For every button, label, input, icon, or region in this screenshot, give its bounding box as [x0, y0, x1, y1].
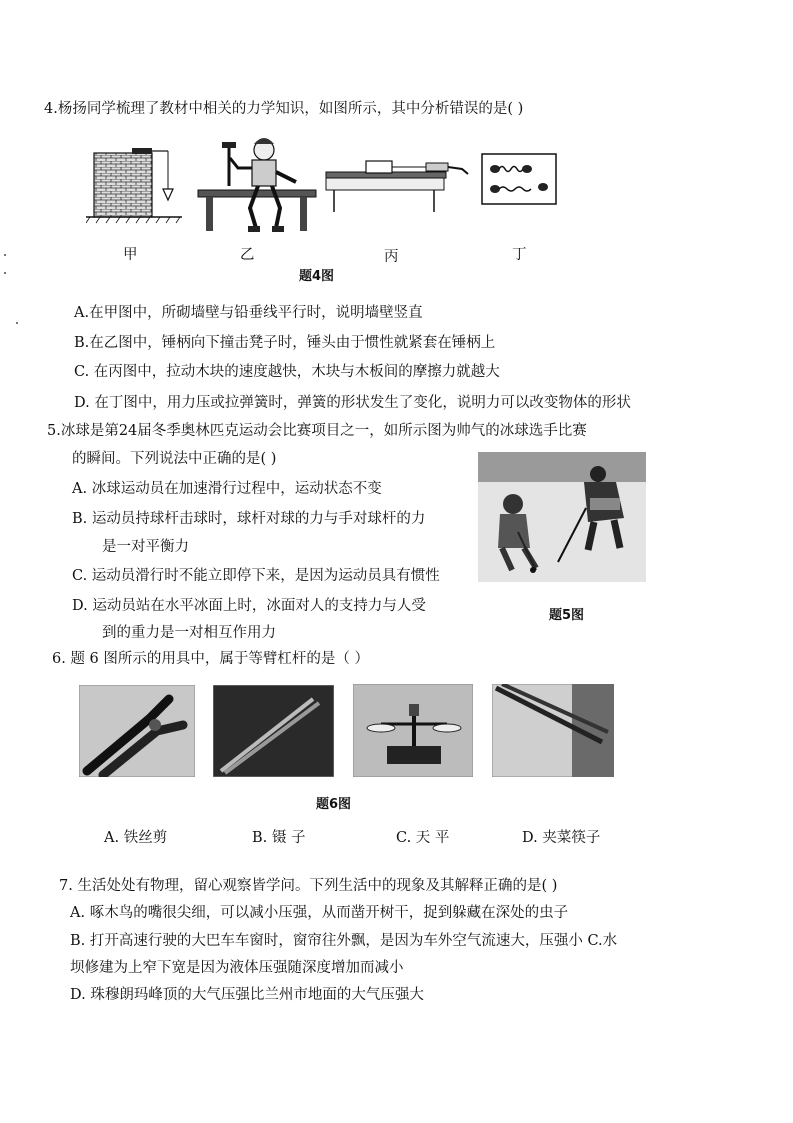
q5-stem-line1: 5.冰球是第24届冬季奥林匹克运动会比赛项目之一，如所示图为帅气的冰球选手比赛	[47, 423, 587, 439]
figure-label-bing: 丙	[384, 249, 399, 265]
q5-stem-line2: 的瞬间。下列说法中正确的是( )	[72, 451, 277, 467]
figure-ding-springs	[481, 153, 557, 205]
q5-figure-caption: 题5图	[549, 608, 585, 623]
q5-option-b-cont: 是一对平衡力	[102, 539, 189, 555]
q4-option-a: A.在甲图中，所砌墙壁与铅垂线平行时，说明墙壁竖直	[74, 305, 423, 321]
q6-option-d: D. 夹菜筷子	[522, 830, 601, 846]
scan-speck	[16, 322, 18, 324]
q4-option-b: B.在乙图中，锤柄向下撞击凳子时，锤头由于惯性就紧套在锤柄上	[74, 335, 496, 351]
q7-option-d: D. 珠穆朗玛峰顶的大气压强比兰州市地面的大气压强大	[70, 987, 424, 1003]
q7-stem: 7. 生活处处有物理，留心观察皆学问。下列生活中的现象及其解释正确的是( )	[59, 878, 558, 894]
q6-figure-caption: 题6图	[316, 797, 352, 812]
figure-bing-block-board	[322, 158, 472, 214]
scan-speck	[4, 254, 6, 256]
q6-option-c: C. 天 平	[396, 830, 450, 846]
q6-stem: 6. 题 6 图所示的用具中，属于等臂杠杆的是（ ）	[52, 651, 369, 667]
q4-figure-caption: 题4图	[299, 269, 335, 284]
balance-scale-photo	[353, 684, 473, 777]
pliers-photo	[79, 685, 195, 777]
figure-jia-brick-wall	[86, 143, 186, 229]
q6-option-a: A. 铁丝剪	[104, 830, 168, 846]
q7-option-a: A. 啄木鸟的嘴很尖细，可以减小压强，从而凿开树干，捉到躲藏在深处的虫子	[70, 905, 569, 921]
q4-stem: 4.杨扬同学梳理了教材中相关的力学知识，如图所示，其中分析错误的是( )	[44, 101, 524, 117]
q5-option-a: A. 冰球运动员在加速滑行过程中，运动状态不变	[72, 481, 382, 497]
q4-option-c: C. 在丙图中，拉动木块的速度越快，木块与木板间的摩擦力就越大	[74, 364, 500, 380]
figure-label-ding: 丁	[512, 247, 527, 263]
figure-label-jia: 甲	[123, 247, 138, 263]
q7-option-c-cont: 坝修建为上窄下宽是因为液体压强随深度增加而减小	[70, 960, 404, 976]
figure-label-yi: 乙	[240, 247, 255, 263]
figure-yi-hammer-bench	[192, 128, 322, 238]
q5-option-d: D. 运动员站在水平冰面上时，冰面对人的支持力与人受	[72, 598, 426, 614]
tweezers-photo	[213, 685, 334, 777]
q5-option-b: B. 运动员持球杆击球时，球杆对球的力与手对球杆的力	[72, 511, 426, 527]
q6-option-b: B. 镊 子	[252, 830, 306, 846]
ice-hockey-photo	[478, 452, 646, 582]
q5-option-d-cont: 到的重力是一对相互作用力	[102, 625, 276, 641]
q5-option-c: C. 运动员滑行时不能立即停下来，是因为运动员具有惯性	[72, 568, 440, 584]
q7-option-b: B. 打开高速行驶的大巴车车窗时，窗帘往外飘，是因为车外空气流速大，压强小 C.水	[70, 933, 618, 949]
q4-option-d: D. 在丁图中，用力压或拉弹簧时，弹簧的形状发生了变化，说明力可以改变物体的形状	[74, 395, 631, 411]
serving-chopsticks-photo	[492, 684, 614, 777]
scan-speck	[4, 272, 6, 274]
